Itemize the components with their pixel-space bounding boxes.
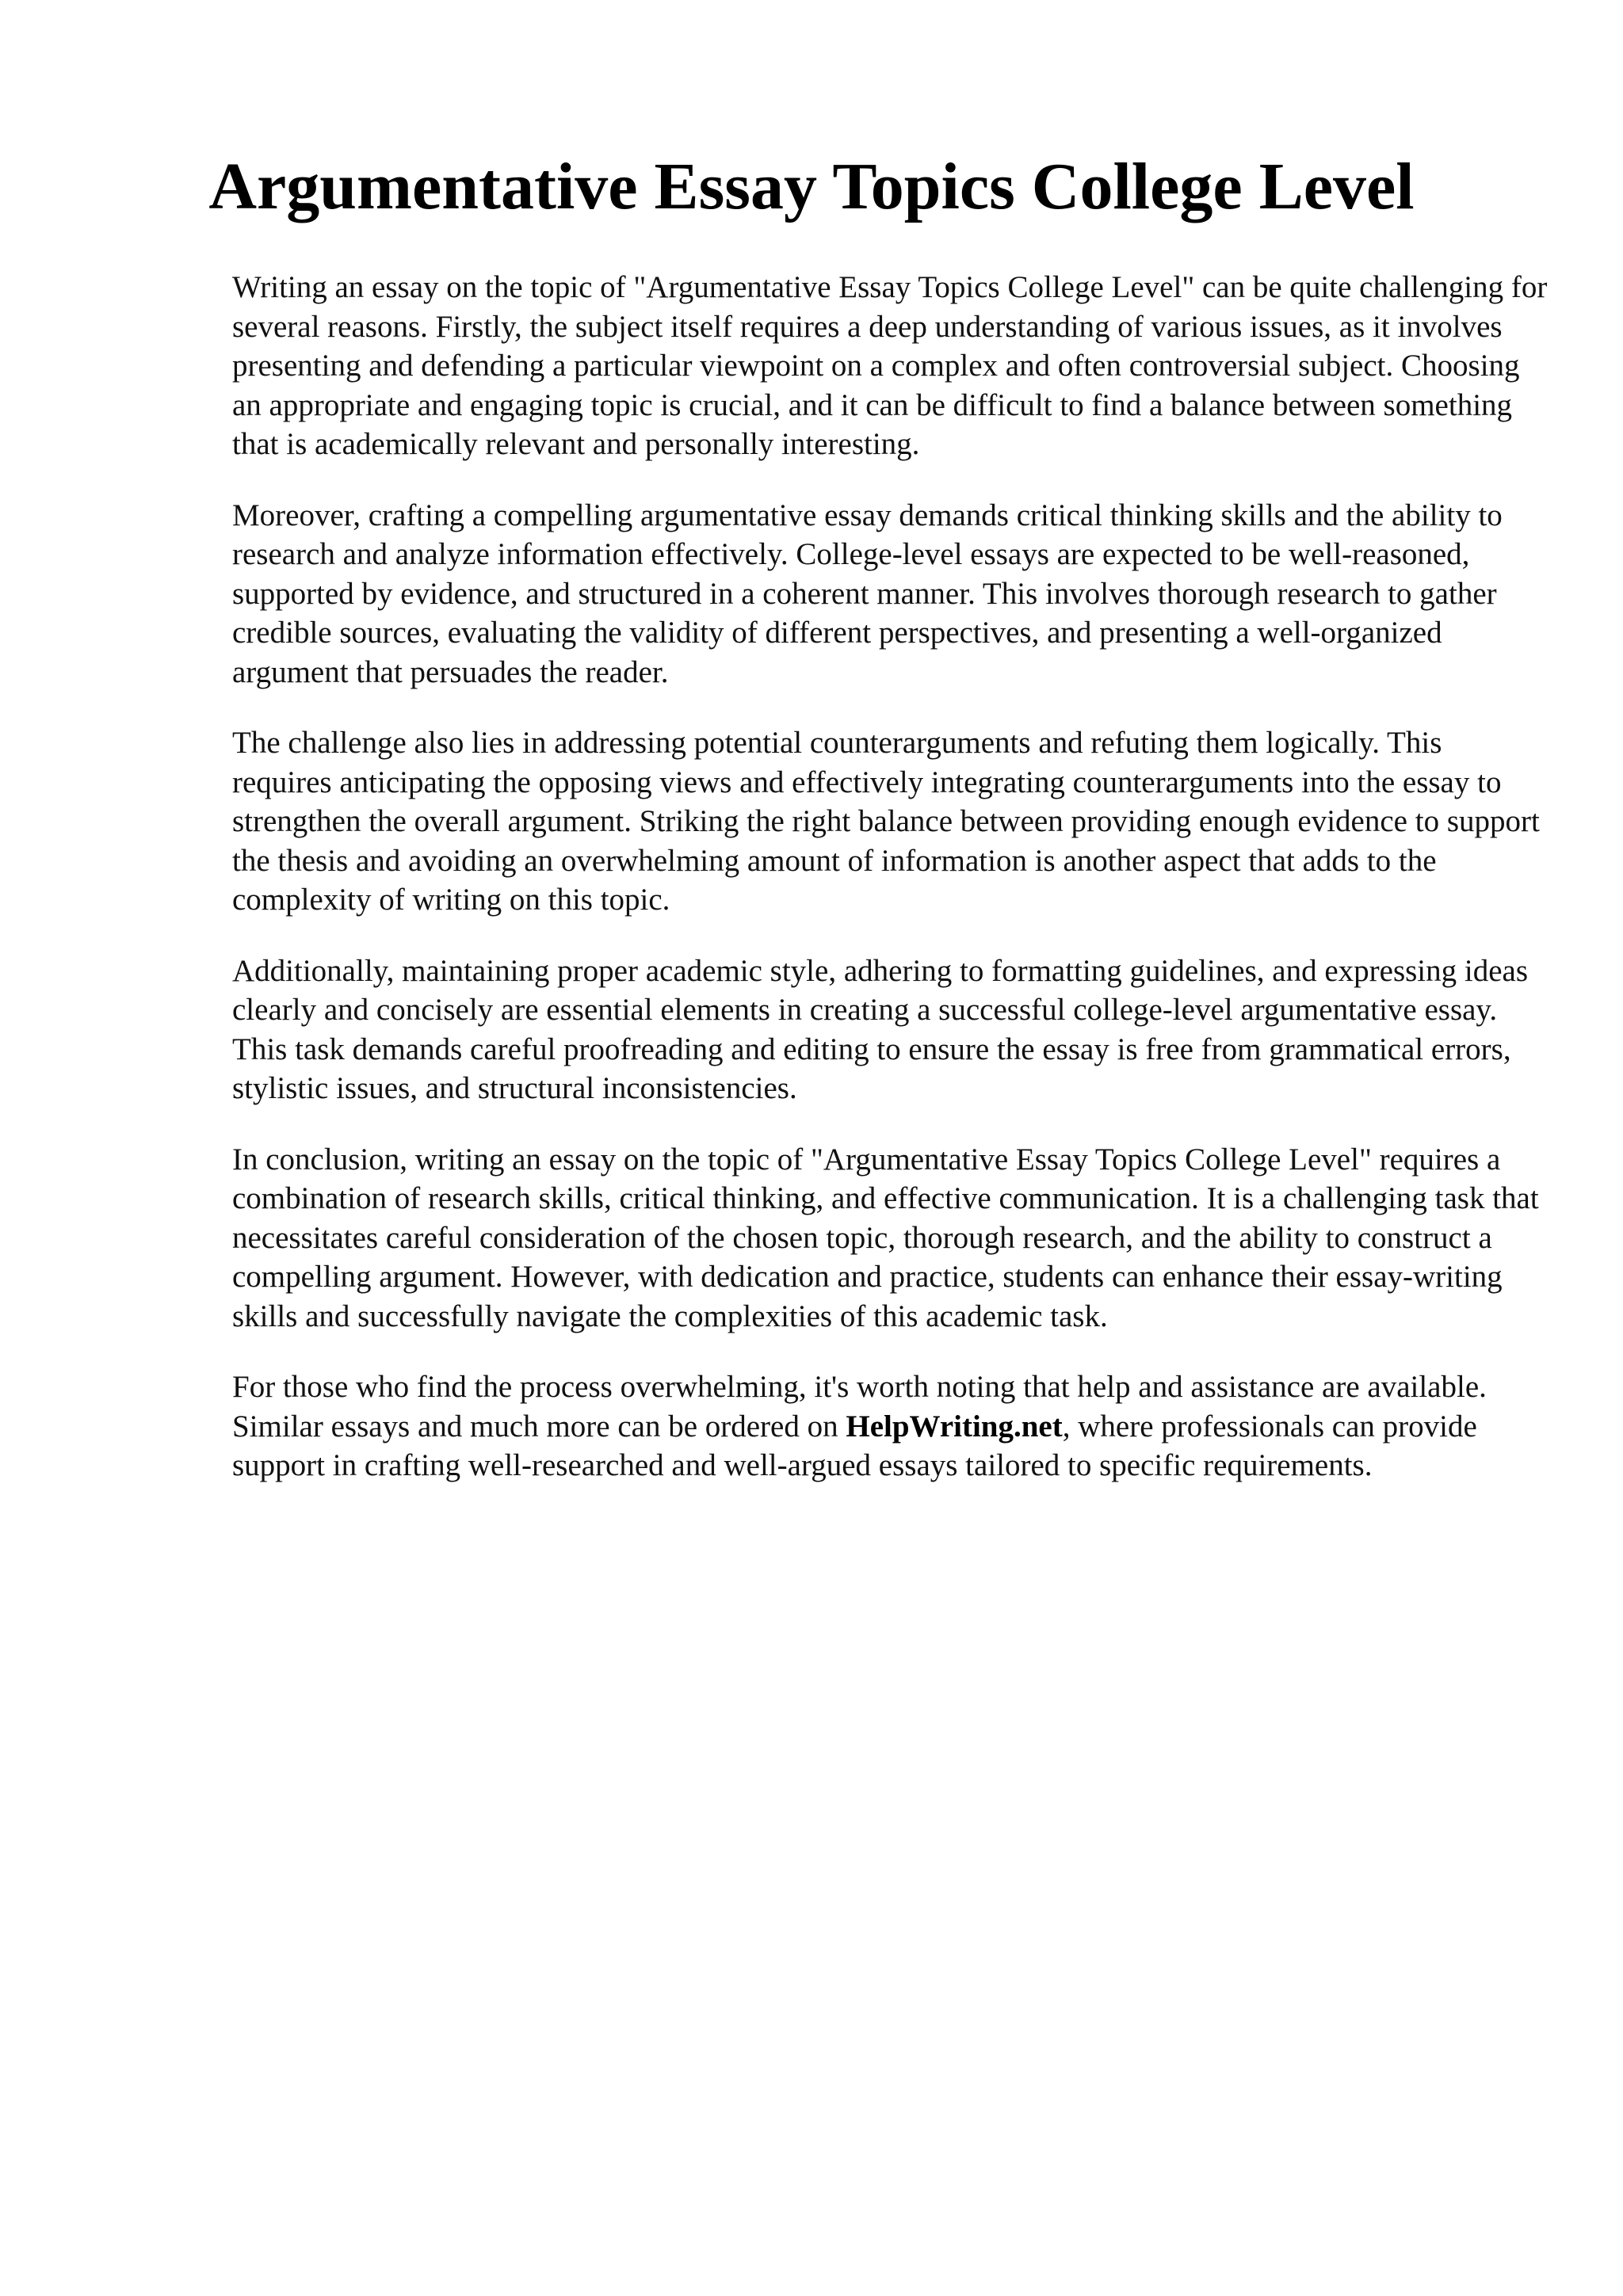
- document-body: [232, 268, 1548, 1517]
- paragraph-academic-style: Additionally, maintaining proper academic style, adhering to formatting guidelines, and expressing ideas clearly and concisely are essential elements in creating a successful college-level argumentative essay. This task demands careful proofreading and editing to ensure the essay is free from grammatical errors, stylistic issues, and structural inconsistencies.: [232, 953, 1529, 1105]
- paragraph-help: [232, 1367, 1548, 1486]
- paragraph-conclusion: In conclusion, writing an essay on the topic of "Argumentative Essay Topics College Level" requires a combination of research skills, critical thinking, and effective communication. It is a challenging task that necessitates careful consideration of the chosen topic, thorough research, and the ability to construct a compelling argument. However, with dedication and practice, students can enhance their essay-writing skills and successfully navigate the complexities of this academic task.: [232, 1142, 1539, 1333]
- help-text-before-link: For those who find the process overwhelming, it's worth noting that help and assistance are available. Similar essays and much more can be ordered on: [232, 1370, 1487, 1444]
- paragraph-counterarguments: The challenge also lies in addressing potential counterarguments and refuting them logically. This requires anticipating the opposing views and effectively integrating counterarguments into the essay to strengthen the overall argument. Striking the right balance between providing enough evidence to support the thesis and avoiding an overwhelming amount of information is another aspect that adds to the complexity of writing on this topic.: [232, 726, 1540, 917]
- paragraph-intro: Writing an essay on the topic of "Argumentative Essay Topics College Level" can be quite challenging for several reasons. Firstly, the subject itself requires a deep understanding of various issues, as it involves presenting and defending a particular viewpoint on a complex and often controversial subject. Choosing an appropriate and engaging topic is crucial, and it can be difficult to find a balance between something that is academically relevant and personally interesting.: [232, 270, 1548, 461]
- helpwriting-link[interactable]: HelpWriting.net: [846, 1409, 1063, 1444]
- paragraph-critical-thinking: Moreover, crafting a compelling argumentative essay demands critical thinking skills and the ability to research and analyze information effectively. College-level essays are expected to be well-reasoned, supported by evidence, and structured in a coherent manner. This involves thorough research to gather credible sources, evaluating the validity of different perspectives, and presenting a well-organized argument that persuades the reader.: [232, 498, 1503, 689]
- document-title: Argumentative Essay Topics College Level: [208, 150, 1415, 223]
- help-text-after-link: , where professionals can provide support in crafting well-researched and well-argued essays tailored to specific requirements.: [232, 1409, 1477, 1482]
